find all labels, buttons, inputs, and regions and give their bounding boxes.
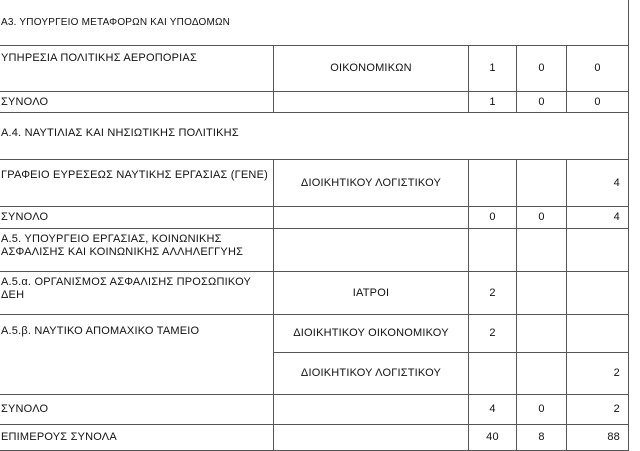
category-cell: ΔΙΟΙΚΗΤΙΚΟΥ ΛΟΓΙΣΤΙΚΟΥ bbox=[274, 353, 469, 395]
section-heading-row bbox=[0, 113, 629, 160]
value-cell-3: 0 bbox=[567, 46, 629, 92]
total-label: ΣΥΝΟΛΟ bbox=[0, 92, 274, 113]
empty-cell bbox=[274, 425, 469, 451]
section-heading-row bbox=[0, 229, 629, 272]
value-cell-2: 0 bbox=[517, 46, 567, 92]
service-name: ΓΡΑΦΕΙΟ ΕΥΡΕΣΕΩΣ ΝΑΥΤΙΚΗΣ ΕΡΓΑΣΙΑΣ (ΓΕΝΕ) bbox=[0, 160, 274, 207]
total-value-2: 0 bbox=[517, 207, 567, 229]
empty-cell bbox=[274, 229, 469, 272]
empty-cell bbox=[274, 395, 469, 425]
value-cell-3: 4 bbox=[567, 160, 629, 207]
total-label: ΣΥΝΟΛΟ bbox=[0, 395, 274, 425]
section-heading-a5: Α.5. ΥΠΟΥΡΓΕΙΟ ΕΡΓΑΣΙΑΣ, ΚΟΙΝΩΝΙΚΗΣ ΑΣΦΑΛΙΣΗΣ ΚΑΙ ΚΟΙΝΩΝΙΚΗΣ ΑΛΛΗΛΕΓΓΥΗΣ bbox=[0, 229, 274, 272]
total-value-2: 0 bbox=[517, 92, 567, 113]
empty-cell bbox=[517, 229, 567, 272]
section-heading-a4: Α.4. ΝΑΥΤΙΛΙΑΣ ΚΑΙ ΝΗΣΙΩΤΙΚΗΣ ΠΟΛΙΤΙΚΗΣ bbox=[0, 113, 629, 160]
empty-cell bbox=[567, 272, 629, 315]
table-row bbox=[0, 160, 629, 207]
empty-cell bbox=[567, 229, 629, 272]
total-value-3: 4 bbox=[567, 207, 629, 229]
empty-cell bbox=[469, 229, 517, 272]
total-value-3: 0 bbox=[567, 92, 629, 113]
grand-total-value-2: 8 bbox=[517, 425, 567, 451]
empty-cell bbox=[469, 353, 517, 395]
grand-total-value-3: 88 bbox=[567, 425, 629, 451]
category-cell: ΙΑΤΡΟΙ bbox=[274, 272, 469, 315]
total-value-1: 1 bbox=[469, 92, 517, 113]
total-label: ΣΥΝΟΛΟ bbox=[0, 207, 274, 229]
table-row bbox=[0, 272, 629, 315]
service-name: Α.5.α. ΟΡΓΑΝΙΣΜΟΣ ΑΣΦΑΛΙΣΗΣ ΠΡΟΣΩΠΙΚΟΥ ΔΕΗ bbox=[0, 272, 274, 315]
value-cell-1: 2 bbox=[469, 315, 517, 353]
empty-cell bbox=[567, 315, 629, 353]
value-cell-2 bbox=[517, 160, 567, 207]
value-cell-1 bbox=[469, 160, 517, 207]
grand-total-row bbox=[0, 425, 629, 451]
table-row bbox=[0, 46, 629, 92]
section-heading-a3: Α3. ΥΠΟΥΡΓΕΙΟ ΜΕΤΑΦΟΡΩΝ ΚΑΙ ΥΠΟΔΟΜΩΝ bbox=[0, 0, 629, 46]
total-row bbox=[0, 395, 629, 425]
service-name: ΥΠΗΡΕΣΙΑ ΠΟΛΙΤΙΚΗΣ ΑΕΡΟΠΟΡΙΑΣ bbox=[0, 46, 274, 92]
value-cell-1: 2 bbox=[469, 272, 517, 315]
table-row bbox=[0, 315, 629, 353]
empty-cell bbox=[517, 315, 567, 353]
total-value-1: 0 bbox=[469, 207, 517, 229]
value-cell-3: 2 bbox=[567, 353, 629, 395]
empty-cell bbox=[517, 272, 567, 315]
category-cell: ΟΙΚΟΝΟΜΙΚΩΝ bbox=[274, 46, 469, 92]
total-value-2: 0 bbox=[517, 395, 567, 425]
total-value-3: 2 bbox=[567, 395, 629, 425]
category-cell: ΔΙΟΙΚΗΤΙΚΟΥ ΛΟΓΙΣΤΙΚΟΥ bbox=[274, 160, 469, 207]
total-row bbox=[0, 92, 629, 113]
value-cell-1: 1 bbox=[469, 46, 517, 92]
grand-total-value-1: 40 bbox=[469, 425, 517, 451]
empty-cell bbox=[274, 92, 469, 113]
section-heading-row bbox=[0, 0, 629, 46]
empty-cell bbox=[274, 207, 469, 229]
category-cell: ΔΙΟΙΚΗΤΙΚΟΥ ΟΙΚΟΝΟΜΙΚΟΥ bbox=[274, 315, 469, 353]
service-name: Α.5.β. ΝΑΥΤΙΚΟ ΑΠΟΜΑΧΙΚΟ ΤΑΜΕΙΟ bbox=[0, 315, 274, 395]
total-value-1: 4 bbox=[469, 395, 517, 425]
total-row bbox=[0, 207, 629, 229]
grand-total-label: ΕΠΙΜΕΡΟΥΣ ΣΥΝΟΛΑ bbox=[0, 425, 274, 451]
empty-cell bbox=[517, 353, 567, 395]
